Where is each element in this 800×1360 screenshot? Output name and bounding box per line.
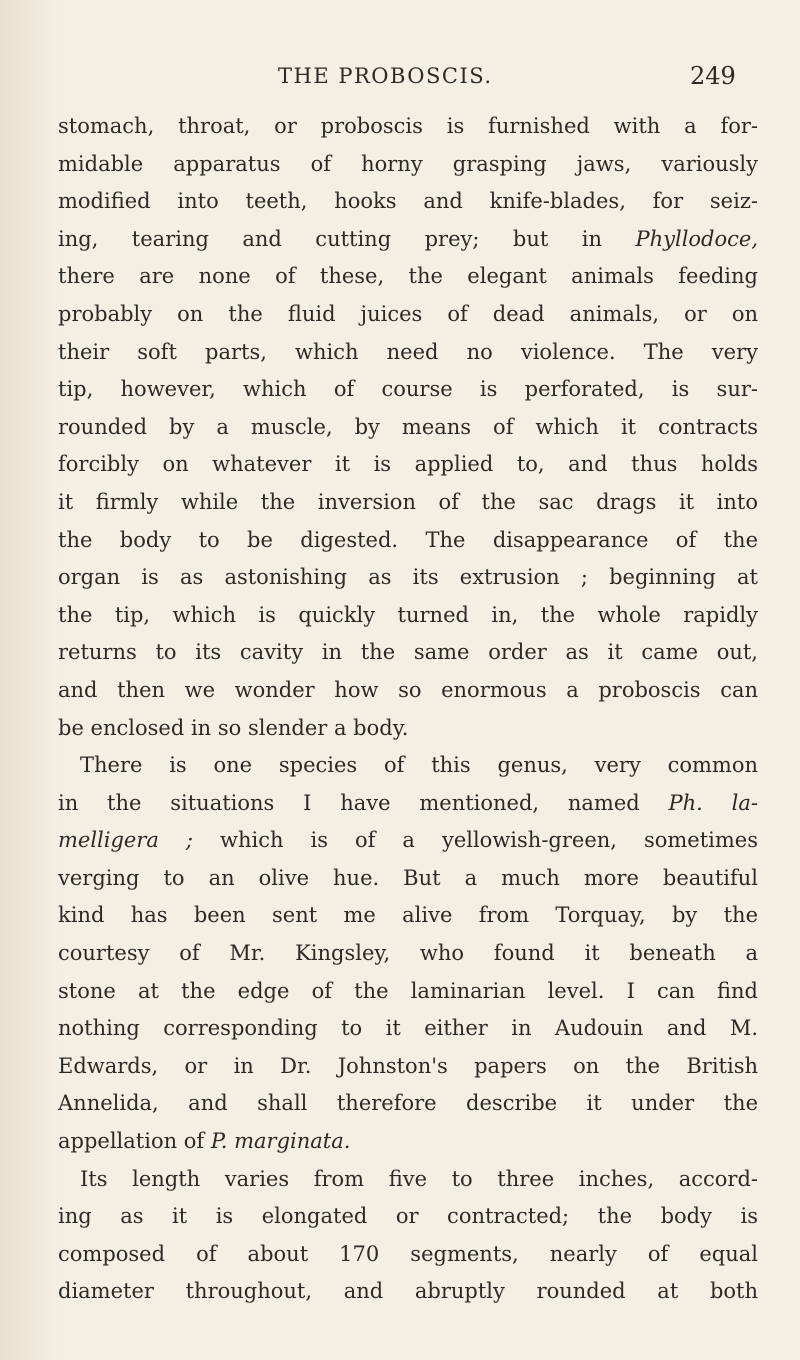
text-line [58, 597, 758, 635]
text-line [58, 860, 758, 898]
text-segment: verging to an olive hue. But a much more beautiful [58, 865, 758, 890]
text-segment: returns to its cavity in the same order as it came out, [58, 640, 758, 665]
text-segment: be enclosed in so slender a body. [58, 715, 409, 740]
text-segment: composed of about 170 segments, nearly of equal [58, 1241, 758, 1266]
text-line [58, 973, 758, 1011]
text-segment: stone at the edge of the laminarian level. I can find [58, 978, 758, 1003]
text-line [58, 108, 758, 146]
text-segment: Annelida, and shall therefore describe it under the [58, 1091, 758, 1116]
text-segment: probably on the fluid juices of dead animals, or on [58, 301, 758, 326]
text-segment: kind has been sent me alive from Torquay, by the [58, 903, 758, 928]
text-line [58, 1085, 758, 1123]
text-segment: and then we wonder how so enormous a proboscis can [58, 677, 758, 702]
page-number: 249 [690, 62, 736, 90]
text-segment: Edwards, or in Dr. Johnston's papers on the British [58, 1053, 758, 1078]
text-segment: courtesy of Mr. Kingsley, who found it beneath a [58, 941, 758, 966]
italic-text: Phyllodoce, [635, 226, 758, 251]
text-segment: the body to be digested. The disappearance of the [58, 527, 758, 552]
text-line [58, 409, 758, 447]
text-line [58, 1161, 758, 1199]
text-segment: stomach, throat, or proboscis is furnished with a for- [58, 114, 758, 138]
text-segment: rounded by a muscle, by means of which it contracts [58, 414, 758, 439]
text-segment: the tip, which is quickly turned in, the whole rapidly [58, 602, 758, 627]
text-segment: There is one species of this genus, very common [80, 753, 758, 778]
text-segment: which is of a yellowish-green, sometimes [193, 828, 758, 853]
body-text [58, 108, 758, 1311]
text-line [58, 1198, 758, 1236]
italic-text: P. marginata. [210, 1129, 351, 1154]
text-segment: midable apparatus of horny grasping jaws, variously [58, 151, 758, 176]
text-segment: diameter throughout, and abruptly rounded at both [58, 1279, 758, 1304]
text-segment: ing, tearing and cutting prey; but in [58, 226, 636, 251]
text-line [58, 1123, 758, 1161]
text-line [58, 1010, 758, 1048]
text-line [58, 258, 758, 296]
text-line [58, 183, 758, 221]
running-title: THE PROBOSCIS. [278, 64, 493, 88]
text-line [58, 897, 758, 935]
text-segment: organ is as astonishing as its extrusion ; beginning at [58, 565, 758, 590]
text-line [58, 559, 758, 597]
text-line [58, 371, 758, 409]
text-line [58, 221, 758, 259]
text-line [58, 1236, 758, 1274]
text-segment: ing as it is elongated or contracted; the body is [58, 1204, 758, 1229]
text-segment: Its length varies from five to three inches, accord- [80, 1166, 758, 1191]
text-segment: appellation of [58, 1129, 211, 1154]
text-line [58, 747, 758, 785]
text-segment: in the situations I have mentioned, named [58, 790, 669, 815]
text-line [58, 634, 758, 672]
text-line [58, 484, 758, 522]
text-line [58, 296, 758, 334]
text-line [58, 522, 758, 560]
text-line [58, 1273, 758, 1311]
text-line [58, 672, 758, 710]
text-line [58, 146, 758, 184]
text-line [58, 785, 758, 823]
text-segment: there are none of these, the elegant animals feeding [58, 264, 758, 289]
italic-text: melligera ; [58, 828, 193, 853]
running-head [0, 64, 800, 94]
text-line [58, 1048, 758, 1086]
text-segment: forcibly on whatever it is applied to, and thus holds [58, 452, 758, 477]
text-line [58, 334, 758, 372]
text-segment: their soft parts, which need no violence. The very [58, 339, 758, 364]
text-line [58, 710, 758, 748]
text-segment: nothing corresponding to it either in Audouin and M. [58, 1016, 758, 1041]
text-segment: modified into teeth, hooks and knife-blades, for seiz- [58, 189, 758, 214]
text-line [58, 935, 758, 973]
text-line [58, 446, 758, 484]
text-segment: it firmly while the inversion of the sac drags it into [58, 489, 758, 514]
text-line [58, 822, 758, 860]
italic-text: Ph. la- [668, 790, 758, 815]
text-segment: tip, however, which of course is perforated, is sur- [58, 377, 758, 402]
